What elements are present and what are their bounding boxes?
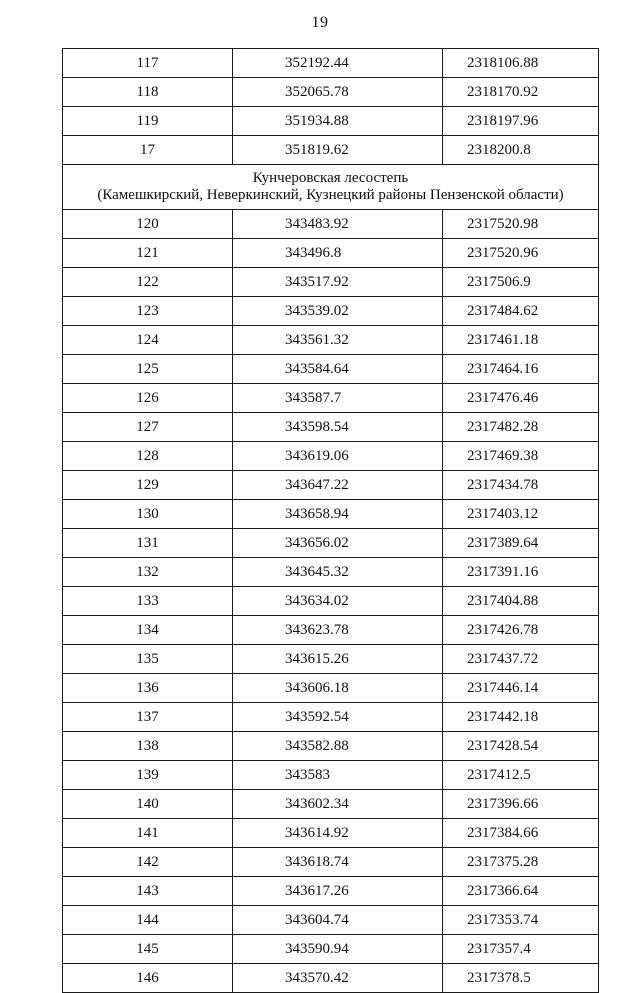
- x-coordinate-cell: 351934.88: [233, 107, 443, 136]
- x-coordinate-cell: 343656.02: [233, 529, 443, 558]
- x-coordinate-cell: 343570.42: [233, 964, 443, 993]
- point-number-cell: 138: [63, 732, 233, 761]
- point-number-cell: 123: [63, 297, 233, 326]
- x-coordinate-cell: 343623.78: [233, 616, 443, 645]
- x-coordinate-cell: 352065.78: [233, 78, 443, 107]
- x-coordinate-cell: 343606.18: [233, 674, 443, 703]
- section-header-row: [63, 165, 599, 210]
- x-coordinate-cell: 343561.32: [233, 326, 443, 355]
- point-number-cell: 144: [63, 906, 233, 935]
- y-coordinate-cell: 2317461.18: [443, 326, 599, 355]
- y-coordinate-cell: 2318106.88: [443, 49, 599, 78]
- x-coordinate-cell: 343634.02: [233, 587, 443, 616]
- table-row: [63, 107, 599, 136]
- point-number-cell: 129: [63, 471, 233, 500]
- x-coordinate-cell: 343614.92: [233, 819, 443, 848]
- point-number-cell: 119: [63, 107, 233, 136]
- table-row: [63, 471, 599, 500]
- table-row: [63, 268, 599, 297]
- y-coordinate-cell: 2318170.92: [443, 78, 599, 107]
- y-coordinate-cell: 2317442.18: [443, 703, 599, 732]
- point-number-cell: 120: [63, 210, 233, 239]
- x-coordinate-cell: 352192.44: [233, 49, 443, 78]
- point-number-cell: 135: [63, 645, 233, 674]
- y-coordinate-cell: 2317469.38: [443, 442, 599, 471]
- y-coordinate-cell: 2317391.16: [443, 558, 599, 587]
- table-row: [63, 210, 599, 239]
- point-number-cell: 133: [63, 587, 233, 616]
- table-row: [63, 355, 599, 384]
- coordinates-table-body: [63, 49, 599, 993]
- y-coordinate-cell: 2317437.72: [443, 645, 599, 674]
- table-row: [63, 529, 599, 558]
- x-coordinate-cell: 343496.8: [233, 239, 443, 268]
- page-number: 19: [311, 14, 329, 31]
- table-row: [63, 906, 599, 935]
- point-number-cell: 127: [63, 413, 233, 442]
- table-row: [63, 790, 599, 819]
- x-coordinate-cell: 343590.94: [233, 935, 443, 964]
- point-number-cell: 143: [63, 877, 233, 906]
- x-coordinate-cell: 343645.32: [233, 558, 443, 587]
- table-row: [63, 413, 599, 442]
- table-row: [63, 442, 599, 471]
- table-row: [63, 819, 599, 848]
- section-subtitle: (Камешкирский, Неверкинский, Кузнецкий районы Пензенской области): [97, 187, 564, 203]
- y-coordinate-cell: 2317476.46: [443, 384, 599, 413]
- x-coordinate-cell: 343539.02: [233, 297, 443, 326]
- table-row: [63, 761, 599, 790]
- x-coordinate-cell: 343598.54: [233, 413, 443, 442]
- y-coordinate-cell: 2317520.96: [443, 239, 599, 268]
- table-row: [63, 877, 599, 906]
- table-row: [63, 616, 599, 645]
- x-coordinate-cell: 343647.22: [233, 471, 443, 500]
- point-number-cell: 17: [63, 136, 233, 165]
- table-row: [63, 645, 599, 674]
- table-row: [63, 558, 599, 587]
- y-coordinate-cell: 2317396.66: [443, 790, 599, 819]
- table-row: [63, 297, 599, 326]
- table-row: [63, 326, 599, 355]
- point-number-cell: 145: [63, 935, 233, 964]
- x-coordinate-cell: 351819.62: [233, 136, 443, 165]
- y-coordinate-cell: 2317384.66: [443, 819, 599, 848]
- table-row: [63, 78, 599, 107]
- x-coordinate-cell: 343658.94: [233, 500, 443, 529]
- point-number-cell: 140: [63, 790, 233, 819]
- y-coordinate-cell: 2317482.28: [443, 413, 599, 442]
- table-row: [63, 848, 599, 877]
- point-number-cell: 134: [63, 616, 233, 645]
- table-row: [63, 239, 599, 268]
- point-number-cell: 137: [63, 703, 233, 732]
- point-number-cell: 131: [63, 529, 233, 558]
- table-row: [63, 703, 599, 732]
- point-number-cell: 122: [63, 268, 233, 297]
- y-coordinate-cell: 2317404.88: [443, 587, 599, 616]
- y-coordinate-cell: 2317506.9: [443, 268, 599, 297]
- table-row: [63, 587, 599, 616]
- table-row: [63, 935, 599, 964]
- y-coordinate-cell: 2317412.5: [443, 761, 599, 790]
- point-number-cell: 121: [63, 239, 233, 268]
- y-coordinate-cell: 2317378.5: [443, 964, 599, 993]
- x-coordinate-cell: 343583: [233, 761, 443, 790]
- y-coordinate-cell: 2317426.78: [443, 616, 599, 645]
- y-coordinate-cell: 2317464.16: [443, 355, 599, 384]
- table-row: [63, 964, 599, 993]
- table-row: [63, 136, 599, 165]
- y-coordinate-cell: 2317357.4: [443, 935, 599, 964]
- y-coordinate-cell: 2317389.64: [443, 529, 599, 558]
- point-number-cell: 146: [63, 964, 233, 993]
- point-number-cell: 139: [63, 761, 233, 790]
- y-coordinate-cell: 2317434.78: [443, 471, 599, 500]
- y-coordinate-cell: 2317353.74: [443, 906, 599, 935]
- y-coordinate-cell: 2317375.28: [443, 848, 599, 877]
- point-number-cell: 117: [63, 49, 233, 78]
- x-coordinate-cell: 343604.74: [233, 906, 443, 935]
- table-row: [63, 49, 599, 78]
- coordinates-table: [62, 48, 599, 993]
- table-row: [63, 732, 599, 761]
- point-number-cell: 141: [63, 819, 233, 848]
- x-coordinate-cell: 343483.92: [233, 210, 443, 239]
- x-coordinate-cell: 343582.88: [233, 732, 443, 761]
- x-coordinate-cell: 343619.06: [233, 442, 443, 471]
- point-number-cell: 136: [63, 674, 233, 703]
- x-coordinate-cell: 343618.74: [233, 848, 443, 877]
- x-coordinate-cell: 343584.64: [233, 355, 443, 384]
- point-number-cell: 125: [63, 355, 233, 384]
- point-number-cell: 132: [63, 558, 233, 587]
- table-row: [63, 674, 599, 703]
- x-coordinate-cell: 343517.92: [233, 268, 443, 297]
- x-coordinate-cell: 343617.26: [233, 877, 443, 906]
- y-coordinate-cell: 2317403.12: [443, 500, 599, 529]
- y-coordinate-cell: 2318197.96: [443, 107, 599, 136]
- section-header-cell: [63, 165, 599, 210]
- x-coordinate-cell: 343615.26: [233, 645, 443, 674]
- point-number-cell: 118: [63, 78, 233, 107]
- table-row: [63, 384, 599, 413]
- point-number-cell: 128: [63, 442, 233, 471]
- point-number-cell: 130: [63, 500, 233, 529]
- y-coordinate-cell: 2317428.54: [443, 732, 599, 761]
- section-title: Кунчеровская лесостепь: [252, 170, 409, 186]
- point-number-cell: 124: [63, 326, 233, 355]
- x-coordinate-cell: 343592.54: [233, 703, 443, 732]
- y-coordinate-cell: 2317366.64: [443, 877, 599, 906]
- x-coordinate-cell: 343602.34: [233, 790, 443, 819]
- table-row: [63, 500, 599, 529]
- point-number-cell: 142: [63, 848, 233, 877]
- y-coordinate-cell: 2317446.14: [443, 674, 599, 703]
- y-coordinate-cell: 2317484.62: [443, 297, 599, 326]
- y-coordinate-cell: 2317520.98: [443, 210, 599, 239]
- y-coordinate-cell: 2318200.8: [443, 136, 599, 165]
- x-coordinate-cell: 343587.7: [233, 384, 443, 413]
- point-number-cell: 126: [63, 384, 233, 413]
